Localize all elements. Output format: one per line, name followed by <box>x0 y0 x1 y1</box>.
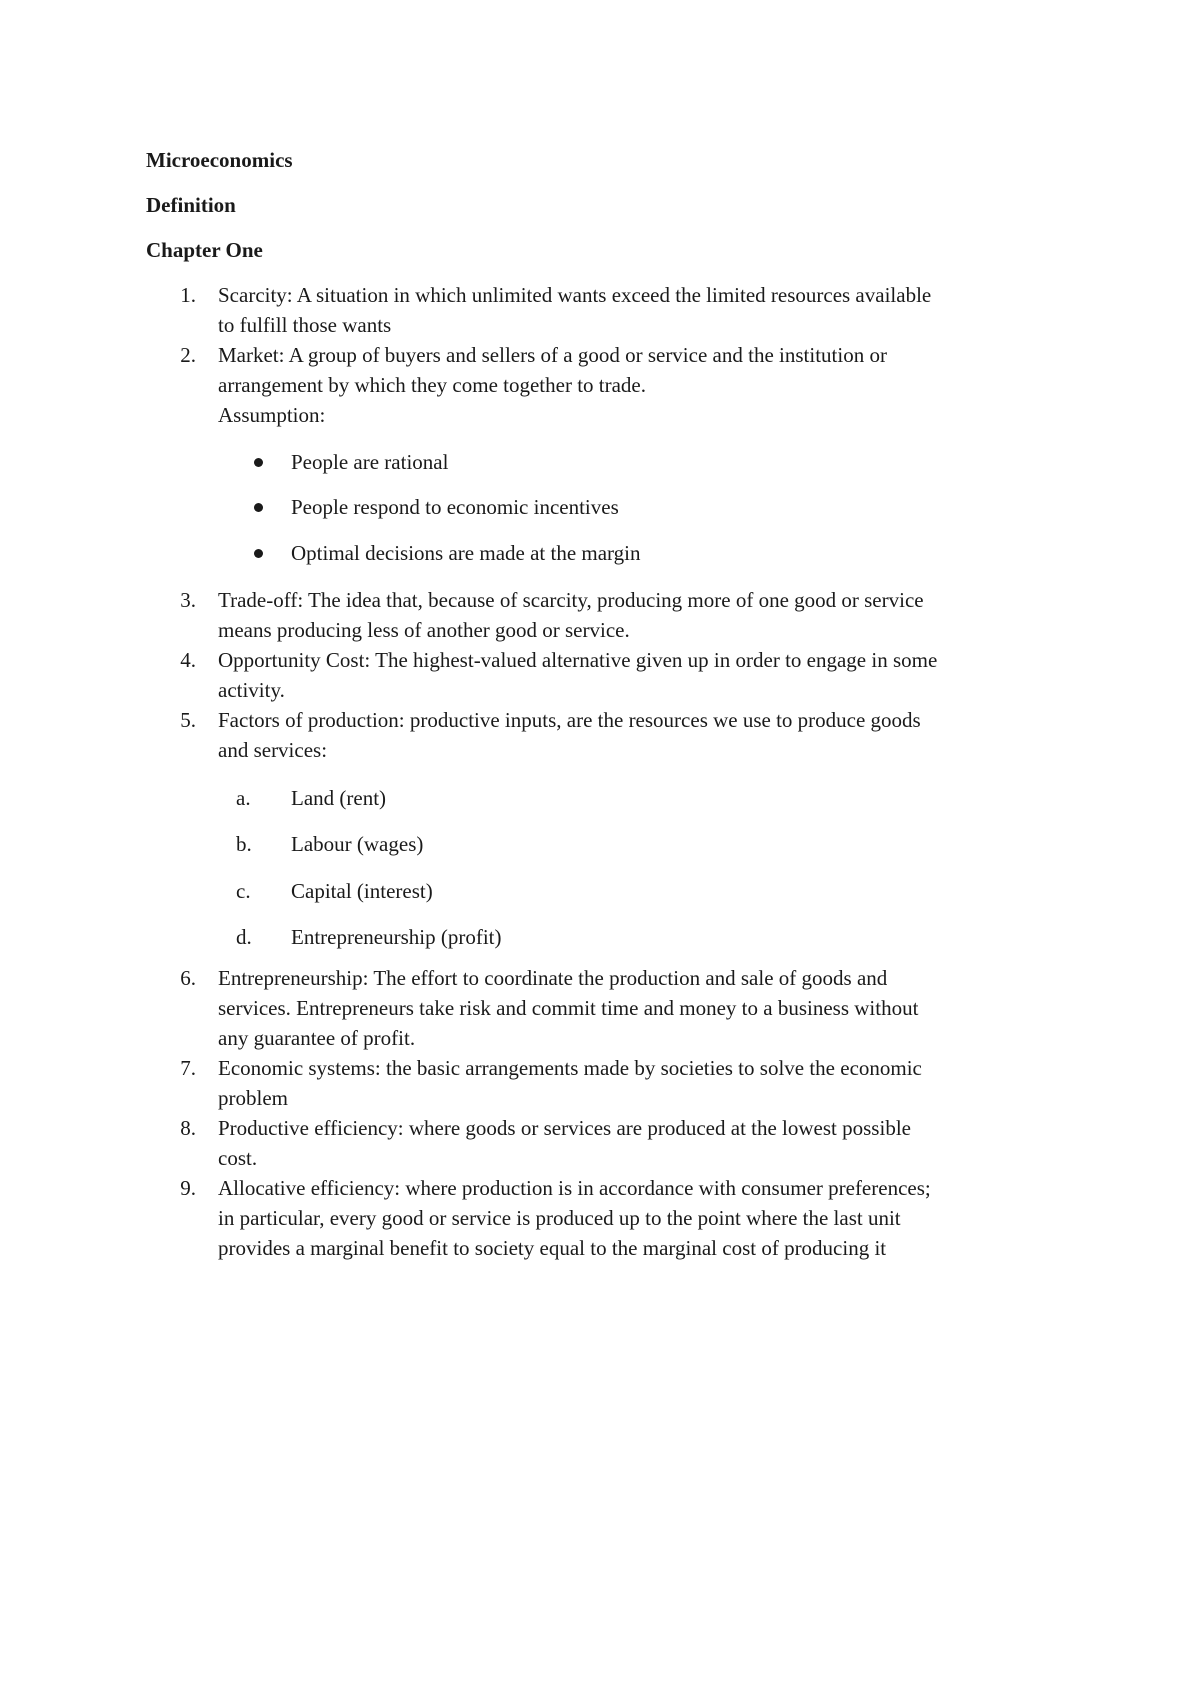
section-heading: Definition <box>146 193 236 217</box>
text-line: in particular, every good or service is produced up to the point where the last unit <box>218 1206 901 1230</box>
text-line: Allocative efficiency: where production is in accordance with consumer preferences; <box>218 1176 931 1200</box>
text-line: provides a marginal benefit to society equal to the marginal cost of producing it <box>218 1236 887 1260</box>
document-title: Microeconomics <box>146 148 293 172</box>
list-item-text <box>218 585 1058 645</box>
text-line: Market: A group of buyers and sellers of a good or service and the institution or <box>218 343 887 367</box>
list-item-number: 6. <box>180 966 196 990</box>
lettered-item-text: Capital (interest) <box>291 879 433 903</box>
text-line: Trade-off: The idea that, because of scarcity, producing more of one good or service <box>218 588 924 612</box>
text-line: Opportunity Cost: The highest-valued alternative given up in order to engage in some <box>218 648 938 672</box>
bullet-icon <box>254 549 263 558</box>
list-item-number: 7. <box>180 1056 196 1080</box>
lettered-item-letter: c. <box>236 879 251 903</box>
text-line: Economic systems: the basic arrangements made by societies to solve the economic <box>218 1056 922 1080</box>
text-line: any guarantee of profit. <box>218 1026 416 1050</box>
list-item-text <box>218 645 1058 705</box>
text-line: activity. <box>218 678 285 702</box>
bullet-icon <box>254 458 263 467</box>
lettered-item-letter: a. <box>236 786 251 810</box>
text-line: problem <box>218 1086 288 1110</box>
list-item-number: 3. <box>180 588 196 612</box>
list-item-number: 4. <box>180 648 196 672</box>
bullet-text: People respond to economic incentives <box>291 495 619 519</box>
lettered-item-text: Labour (wages) <box>291 832 424 856</box>
chapter-heading: Chapter One <box>146 238 263 262</box>
bullet-text: Optimal decisions are made at the margin <box>291 541 641 565</box>
list-item-text <box>218 1113 1058 1173</box>
text-line: Factors of production: productive inputs, are the resources we use to produce goods <box>218 708 921 732</box>
list-item-number: 2. <box>180 343 196 367</box>
lettered-item-letter: d. <box>236 925 252 949</box>
list-item-number: 1. <box>180 283 196 307</box>
text-line: Entrepreneurship: The effort to coordinate the production and sale of goods and <box>218 966 888 990</box>
list-item-text <box>218 340 1058 430</box>
text-line: Assumption: <box>218 403 326 427</box>
bullet-icon <box>254 503 263 512</box>
lettered-item-letter: b. <box>236 832 252 856</box>
lettered-item-text: Land (rent) <box>291 786 387 810</box>
text-line: arrangement by which they come together to trade. <box>218 373 646 397</box>
list-item-text <box>218 1053 1058 1113</box>
text-line: and services: <box>218 738 328 762</box>
list-item-number: 5. <box>180 708 196 732</box>
lettered-item-text: Entrepreneurship (profit) <box>291 925 502 949</box>
text-line: means producing less of another good or service. <box>218 618 630 642</box>
text-line: to fulfill those wants <box>218 313 392 337</box>
list-item-text <box>218 1173 1058 1263</box>
list-item-text <box>218 963 1058 1053</box>
text-line: Scarcity: A situation in which unlimited wants exceed the limited resources available <box>218 283 932 307</box>
text-line: Productive efficiency: where goods or services are produced at the lowest possible <box>218 1116 911 1140</box>
list-item-number: 9. <box>180 1176 196 1200</box>
bullet-text: People are rational <box>291 450 449 474</box>
list-item-text <box>218 705 1058 765</box>
list-item-number: 8. <box>180 1116 196 1140</box>
text-line: cost. <box>218 1146 258 1170</box>
text-line: services. Entrepreneurs take risk and commit time and money to a business without <box>218 996 919 1020</box>
list-item-text <box>218 280 1058 340</box>
